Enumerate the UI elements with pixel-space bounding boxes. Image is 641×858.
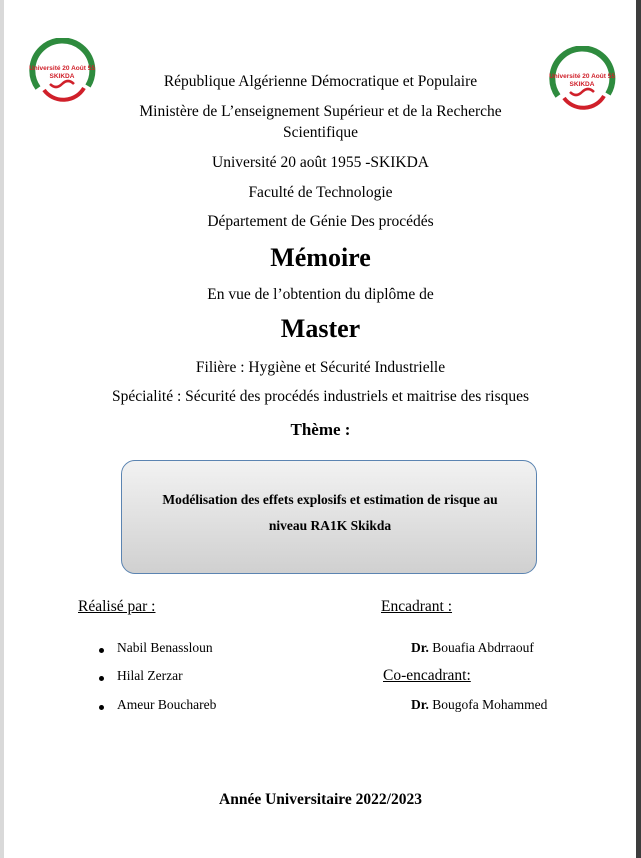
encadrant-entry [411,640,534,656]
memoire-title: Mémoire [270,243,371,272]
republic-line: République Algérienne Démocratique et Populaire [163,73,478,90]
academic-year: Année Universitaire 2022/2023 [219,791,422,808]
theme-title-line-1: Modélisation des effets explosifs et estimation de risque au [162,492,498,507]
theme-title-line-2: niveau RA1K Skikda [268,518,392,533]
encadrant-name: Bouafia Abdrraouf [432,640,534,655]
encadrant-title: Dr. [411,640,429,655]
theme-box [121,460,537,574]
degree-title: Master [280,314,361,343]
theme-title [122,487,538,539]
faculty-line: Faculté de Technologie [248,184,393,201]
co-encadrant-name: Bougofa Mohammed [432,697,548,712]
encadrant-label: Encadrant : [381,598,453,615]
filiere-line: Filière : Hygiène et Sécurité Industrielle [195,359,446,376]
author-name: Nabil Benassloun [117,640,213,655]
ministry-line-1: Ministère de L’enseignement Supérieur et de la Recherche [139,103,502,120]
svg-text:SKIKDA: SKIKDA [569,81,595,88]
bullet-dot [99,705,104,710]
purpose-line: En vue de l’obtention du diplôme de [207,286,434,303]
svg-text:Université 20 Août 55: Université 20 Août 55 [29,65,95,72]
co-encadrant-label: Co-encadrant: [383,667,471,684]
specialite-line: Spécialité : Sécurité des procédés industriels et maitrise des risques [111,388,530,405]
ministry-line-2: Scientifique [283,124,358,141]
bullet-dot [99,676,104,681]
co-encadrant-title: Dr. [411,697,429,712]
university-line: Université 20 août 1955 -SKIKDA [212,154,429,171]
co-encadrant-entry [411,697,547,713]
svg-text:Université 20 Août 55: Université 20 Août 55 [549,73,615,80]
theme-label: Thème : [290,420,351,439]
svg-text:SKIKDA: SKIKDA [49,73,75,80]
author-name: Hilal Zerzar [117,668,183,683]
author-name: Ameur Bouchareb [117,697,217,712]
department-line: Département de Génie Des procédés [207,213,434,230]
authors-label: Réalisé par : [78,598,156,615]
bullet-dot [99,648,104,653]
